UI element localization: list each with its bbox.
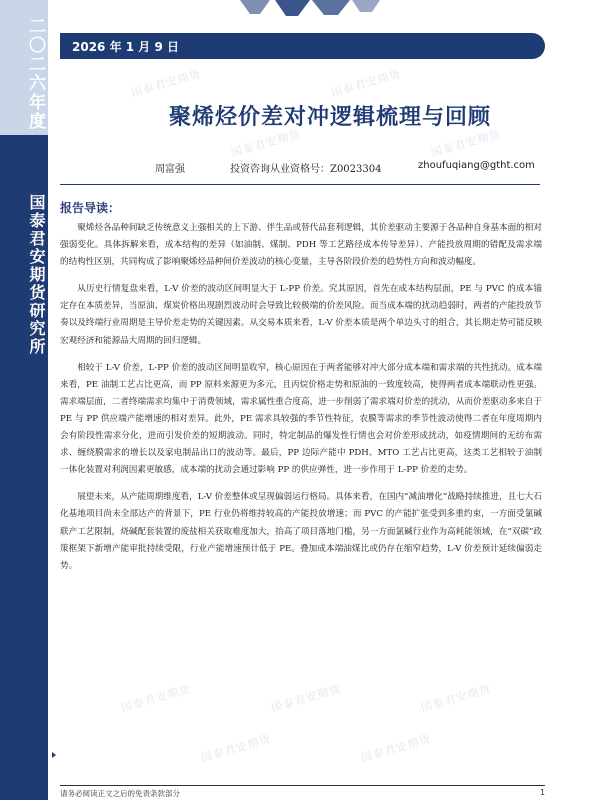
sidebar-org-name: 国泰君安期货研究所 xyxy=(27,194,46,356)
section-heading: 报告导读： xyxy=(60,201,121,215)
watermark: 国泰君安期货 xyxy=(429,127,503,160)
author-license: 投资咨询从业资格号：Z0023304 xyxy=(230,164,382,175)
author-email[interactable]: zhoufuqiang@gtht.com xyxy=(418,160,535,171)
watermark: 国泰君安期货 xyxy=(129,67,203,100)
watermark: 国泰君安期货 xyxy=(359,732,433,765)
paragraph-intro: 聚烯烃各品种间缺乏传统意义上强相关的上下游、伴生品或替代品套利逻辑，其价差驱动主要源于各品种自身基本面的相对强弱变化。具体拆解来看，成本结构的差异（如油制、煤制、PDH 等工艺路径成本传导差异）、产能投放周期的错配及需求端的结构性区别，共同构成了影响聚烯烃品种间价差波动的核心变量，主导各阶段价差的趋势性方向和波动幅度。 xyxy=(60,223,542,268)
sidebar-year: 二〇二六年度 xyxy=(25,17,45,131)
watermark: 国泰君安期货 xyxy=(119,682,193,715)
report-date: 2026 年 1 月 9 日 xyxy=(72,40,179,54)
watermark: 国泰君安期货 xyxy=(229,127,303,160)
author-name: 周富强 xyxy=(155,164,185,175)
page-number: 1 xyxy=(540,788,546,797)
paragraph-lpp: 相较于 L-V 价差，L-PP 价差的波动区间明显收窄，核心原因在于两者能够对冲大部分成本端和需求端的共性扰动。成本端来看，PE 油制工艺占比更高，而 PP 原料来源更为多元，且丙烷价格走势和原油的一致度较高，使得两者成本端联动性更强。需求端层面，二者终端需求均集中于消费领域，需求属性重合度高，进一步削弱了需求端对价差的扰动，从而价差驱动多来自于 PE 与 PP 供应端产能增速的相对差异。此外，PE 需求具较强的季节性特征，农膜等需求的季节性波动使得二者在年度周期内会有阶段性需求分化，进而引发价差的短期波动。同时，特定制品的爆发性行情也会对价差形成扰动，如疫情期间的无纺布需求、缠绕膜需求的增长以及家电制品出口的波动等。最后，PP 边际产能中 PDH、MTO 工艺占比更高，这类工艺相较于油制一体化装置对利润因素更敏感，成本端的扰动会通过影响 PP 的供应弹性，进一步作用于 L-PP 价差的走势。 xyxy=(60,362,542,476)
watermark: 国泰君安期货 xyxy=(419,682,493,715)
watermark: 国泰君安期货 xyxy=(329,67,403,100)
paragraph-outlook: 展望未来，从产能周期维度看，L-V 价差整体或呈现偏弱运行格局。具体来看，在国内“减油增化”战略持续推进，且七大石化基地项目尚未全部达产的背景下，PE 行业仍将维持较高的产能投放增速；而 PVC 的产能扩张受到多重约束，一方面受氯碱联产工艺限制，烧碱配套装置的废盐相关获取难度加大，抬高了项目落地门槛，另一方面氯碱行业作为高耗能领域，在“双碳”政策框架下新增产能审批持续受限，行业产能增速预计低于 PE。叠加成本端油煤比或仍存在缩窄趋势，L-V 价差预计延续偏弱走势。 xyxy=(60,492,542,571)
footer-arrow-icon xyxy=(52,752,56,758)
report-body xyxy=(60,220,542,585)
header-divider xyxy=(60,184,540,185)
header-gem-decoration xyxy=(200,0,400,18)
watermark: 国泰君安期货 xyxy=(269,682,343,715)
paragraph-history: 从历史行情复盘来看，L-V 价差的波动区间明显大于 L-PP 价差。究其原因，首先在成本结构层面，PE 与 PVC 的成本锚定存在本质差异，当原油、煤炭价格出现剧烈波动时会导致比较极端的价差风险。而当成本端的扰动趋弱时，两者的产能投放节奏以及终端行业周期是主导价差走势的关键因素。从交易本质来看，L-V 价差本质是两个单边头寸的组合，其长期走势可能反映宏观经济和能源品大周期的回归逻辑。 xyxy=(60,284,542,346)
footer-disclaimer: 请务必阅读正文之后的免责条款部分 xyxy=(60,789,180,798)
report-title: 聚烯烃价差对冲逻辑梳理与回顾 xyxy=(168,104,491,130)
footer-divider xyxy=(60,785,545,786)
watermark: 国泰君安期货 xyxy=(199,732,273,765)
